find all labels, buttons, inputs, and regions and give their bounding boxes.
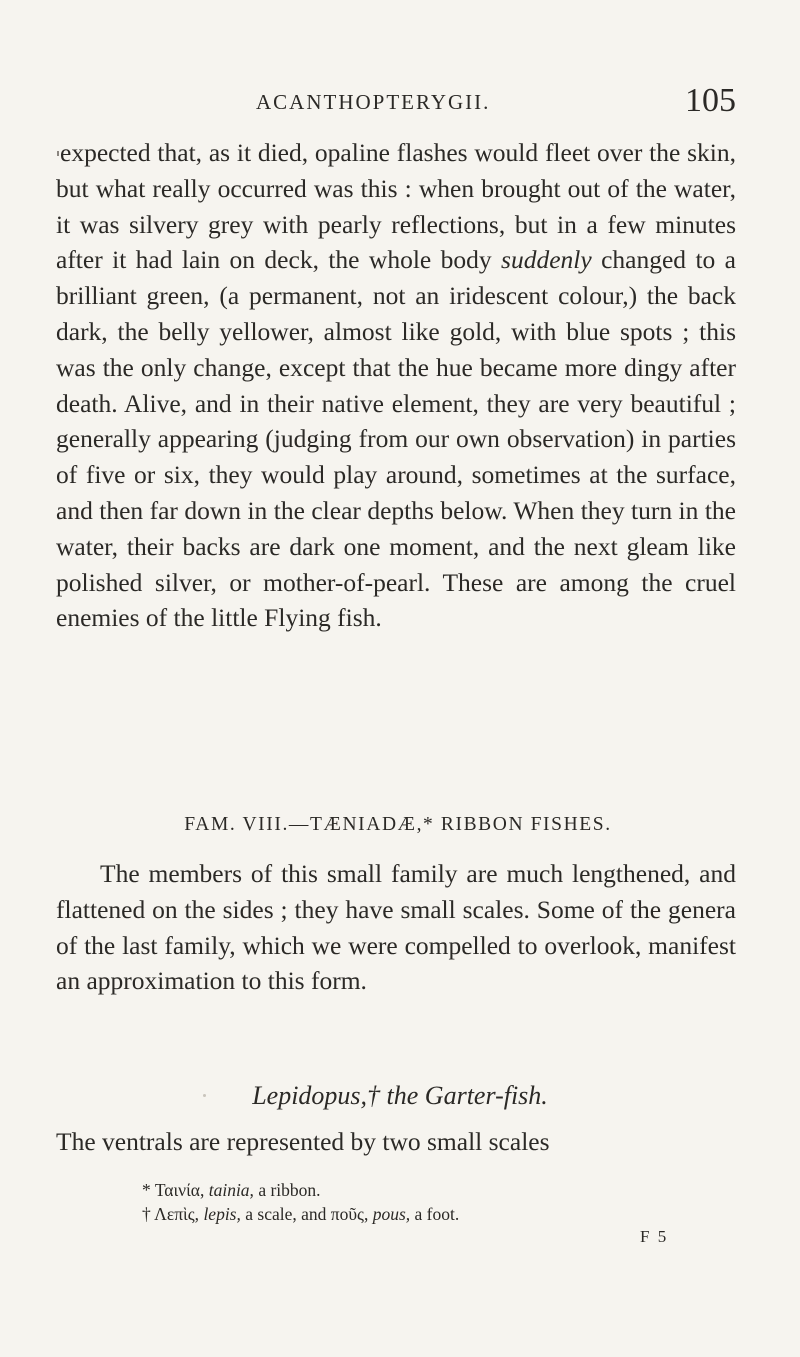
emphasis-suddenly: suddenly xyxy=(501,245,592,275)
paragraph-opaline-flashes xyxy=(56,135,736,636)
running-head xyxy=(60,82,736,124)
text-run: changed to a brilliant green, (a permanent, not an iridescent colour,) the back dark, the belly yellower, almost like gold, with blue spots ; this was the only change, except that the hue became more dingy after death. Alive, and in their native element, they are very beautiful ; generally appearing (judging from our own observation) in parties of five or six, they would play around, sometimes at the surface, and then far down in the clear depths below. When they turn in the water, their backs are dark one moment, and the next gleam like polished silver, or mother-of-pearl. These are among the cruel enemies of the little Flying fish. xyxy=(56,245,736,633)
genus-heading: Lepidopus,† the Garter-fish. xyxy=(252,1081,548,1110)
footnote-lepis: † Λεπὶς, lepis, a scale, and πoῦς, pous, a foot. xyxy=(142,1204,460,1224)
page-number: 105 xyxy=(685,82,736,119)
paragraph-ventrals: The ventrals are represented by two small scales xyxy=(56,1127,550,1156)
footnotes xyxy=(56,1178,736,1226)
footnote-tainia: * Ταινία, tainia, a ribbon. xyxy=(142,1180,321,1200)
text-run: expected that, as it died, opaline flashes would fleet over the skin, but what really occurred was this : when brought out of the water, it was silvery grey with pearly reflections, but in a few minutes after it had lain on deck, the whole body xyxy=(56,138,736,275)
running-title: ACANTHOPTERYGII. xyxy=(256,90,491,114)
printer-signature: F 5 xyxy=(640,1227,669,1246)
section-heading: FAM. VIII.—TÆNIADÆ,* RIBBON FISHES. xyxy=(184,814,612,835)
paragraph-family-description: The members of this small family are much lengthened, and flattened on the sides ; they have small scales. Some of the genera of the last family, which we were compelled to overlook, manifest an approximation to this form. xyxy=(56,859,736,996)
